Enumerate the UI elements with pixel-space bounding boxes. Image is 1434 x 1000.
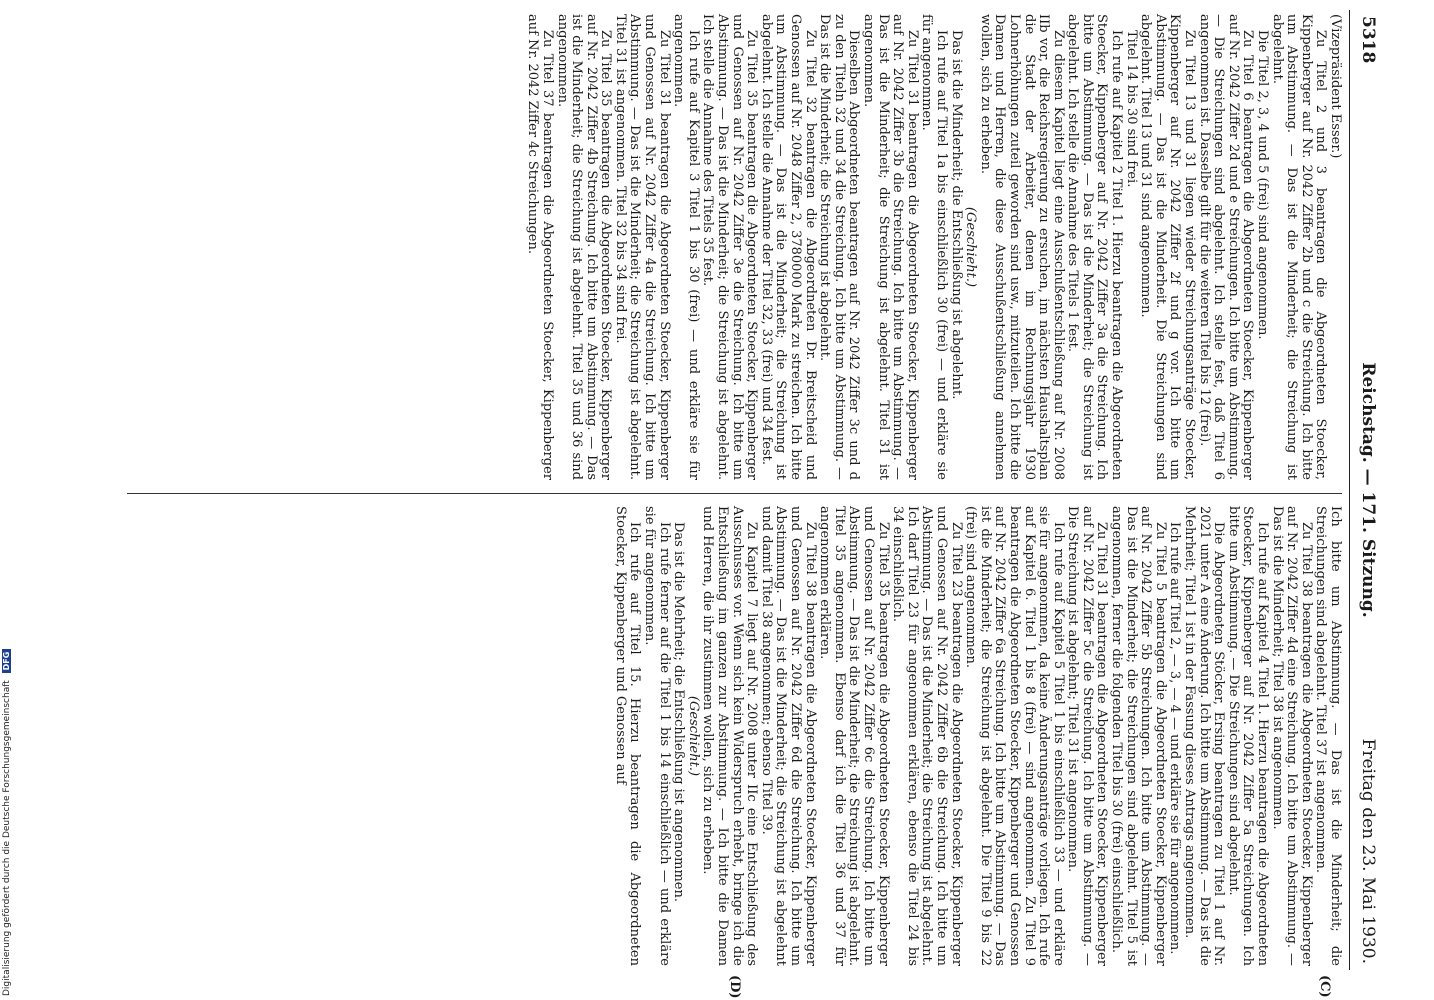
page-title: Reichstag. — 171. Sitzung.	[1358, 362, 1378, 618]
paragraph: Titel 14 bis 30 sind frei.	[1123, 30, 1139, 188]
paragraph: Zu Titel 13 und 31 liegen wieder Streichungsanträge Stoecker, Kippenberger auf Nr. 2042 Ziffer 2f und g vor. Ich bitte um Abstimmung. — Das ist die Minderheit. Die Streichungen sind abgelehnt. Titel 13 und 31 sind angenommen.	[1138, 14, 1198, 480]
paragraph: Das ist die Minderheit; die Entschließung ist abgelehnt.	[948, 30, 964, 400]
paragraph: (Vizepräsident Esser.)	[1328, 14, 1343, 159]
paragraph: Ich rufe auf Kapitel 3 Titel 1 bis 30 (frei) — und erkläre sie für angenommen.	[671, 14, 701, 480]
paragraph: Ich rufe ferner auf die Titel 1 bis 14 einschließlich — und erkläre sie für angenommen.	[642, 506, 672, 966]
paragraph: Zu Titel 23 beantragen die Abgeordneten Stoecker, Kippenberger und Genossen auf Nr. 2042 Ziffer 6b die Streichung. Ich bitte um Abstimmung. — Das ist die Minderheit; die Streichung ist abgelehnt. Ich darf Titel 23 für angenommen erklären, ebenso die Titel 24 bis 34 einschließlich.	[890, 506, 964, 966]
paragraph: Die Abgeordneten Stöcker, Ersing beantragen zu Titel 1 auf Nr. 2021 unter A eine Änderung. Ich bitte um Abstimmung. — Das ist die Mehrheit; Titel 1 ist in der Fassung dieses Antrags angenommen.	[1182, 506, 1227, 966]
footer-text: Digitalisierung gefördert durch die Deutsche Forschungsgemeinschaft	[2, 680, 12, 996]
margin-marker-c: (C)	[1317, 975, 1332, 998]
paragraph: Zu Titel 31 beantragen die Abgeordneten Stoecker, Kippenberger auf Nr. 2042 Ziffer 3b die Streichung. Ich bitte um Abstimmung. — Das ist die Minderheit; die Streichung ist abgelehnt. Titel 31 ist angenommen.	[861, 14, 920, 480]
paragraph: Zu diesem Kapitel liegt eine Ausschußentschließung auf Nr. 2008 IIb vor, die Reichsregierung zu ersuchen, im nächsten Haushaltsplan die Stadt der Arbeiter, denen im Rechnungsjahr 1930 Lohnerhöhungen zuteil geworden sind usw., mitzuteilen. Ich bitte die Damen und Herren, die diese Ausschußentschließung annehmen wollen, sich zu erheben.	[977, 14, 1066, 480]
paragraph: Zu Titel 31 beantragen die Abgeordneten Stoecker, Kippenberger und Genossen auf Nr. 2042 Ziffer 4a die Streichung. Ich bitte um Abstimmung. — Das ist die Minderheit; die Streichung ist abgelehnt. Titel 31 ist angenommen. Titel 32 bis 34 sind frei.	[612, 14, 672, 480]
column-divider	[127, 493, 1342, 494]
paragraph: Zu Titel 31 beantragen die Abgeordneten Stoecker, Kippenberger auf Nr. 2042 Ziffer 5c die Streichung. Ich bitte um Abstimmung. — Die Streichung ist abgelehnt; Titel 31 ist angenommen.	[1065, 506, 1110, 966]
paragraph: Zu Titel 38 beantragen die Abgeordneten Stoecker, Kippenberger und Genossen auf Nr. 2042 Ziffer 6d die Streichung. Ich bitte um Abstimmung. — Das ist die Minderheit; die Streichung ist abgelehnt und damit Titel 38 angenommen; ebenso Titel 39.	[758, 506, 818, 966]
paragraph: Zu Titel 37 beantragen die Abgeordneten Stoecker, Kippenberger auf Nr. 2042 Ziffer 4c Streichungen.	[525, 14, 555, 480]
paragraph: Zu Titel 35 beantragen die Abgeordneten Stoecker, Kippenberger auf Nr. 2042 Ziffer 4b Streichung. Ich bitte um Abstimmung. — Das ist die Minderheit; die Streichung ist abgelehnt. Titel 35 und 36 sind angenommen.	[554, 14, 614, 480]
paragraph: (Geschieht.)	[685, 695, 701, 777]
paragraph: Zu Titel 2 und 3 beantragen die Abgeordneten Stoecker, Kippenberger auf Nr. 2042 Ziffer 2b und c die Streichung. Ich bitte um Abstimmung. — Das ist die Minderheit; die Streichung ist abgelehnt.	[1269, 14, 1329, 480]
dfg-logo: DFG	[2, 649, 11, 674]
margin-marker-d: (D)	[727, 975, 742, 999]
paragraph: Zu Titel 35 beantragen die Abgeordneten Stoecker, Kippenberger und Genossen auf Nr. 2042 Ziffer 3e die Streichung. Ich bitte um Abstimmung. — Das ist die Minderheit; die Streichung ist abgelehnt. Ich stelle die Annahme des Titels 35 fest.	[700, 14, 760, 480]
paragraph: Die Titel 2, 3, 4 und 5 (frei) sind angenommen.	[1255, 30, 1271, 340]
left-column	[127, 14, 1342, 480]
paragraph: Zu Titel 32 beantragen die Abgeordneten Dr. Breitscheid und Genossen auf Nr. 2048 Ziffer 2, 3780000 Mark zu streichen. Ich bitte um Abstimmung. — Das ist die Minderheit; die Streichung ist abgelehnt. Ich stelle die Annahme der Titel 32, 33 (frei) und 34 fest.	[758, 14, 818, 480]
page-header	[1349, 10, 1382, 970]
paragraph: Zu Titel 35 beantragen die Abgeordneten Stoecker, Kippenberger und Genossen auf Nr. 2042 Ziffer 6c die Streichung. Ich bitte um Abstimmung. — Das ist die Minderheit; die Streichung ist abgelehnt. Titel 35 angenommen. Ebenso darf ich die Titel 36 und 37 für angenommen erklären.	[817, 506, 891, 966]
paragraph: Zu Kapitel 7 liegt auf Nr. 2008 unter IIc eine Entschließung des Ausschusses vor. Wenn sich kein Widerspruch erhebt, bringe ich die Entschließung im ganzen zur Abstimmung. — Ich bitte die Damen und Herren, die ihr zustimmen wollen, sich zu erheben.	[700, 506, 760, 966]
paragraph: Das ist die Mehrheit; die Entschließung ist angenommen.	[671, 522, 687, 903]
paragraph: Ich rufe auf Titel 15. Hierzu beantragen die Abgeordneten Stoecker, Kippenberger und Genossen auf	[612, 506, 643, 966]
rotated-page	[122, 10, 1382, 999]
page-number: 5318	[1358, 16, 1378, 64]
paragraph: Zu Titel 38 beantragen die Abgeordneten Stoecker, Kippenberger auf Nr. 2042 Ziffer 4d eine Streichung. Ich bitte um Abstimmung. — Das ist die Minderheit; Titel 38 ist angenommen.	[1269, 506, 1314, 966]
paragraph: Zu Titel 6 beantragen die Abgeordneten Stoecker, Kippenberger auf Nr. 2042 Ziffer 2d und e Streichungen. Ich bitte um Abstimmung. — Die Streichungen sind abgelehnt. Ich stelle fest, daß Titel 6 angenommen ist. Dasselbe gilt für die weiteren Titel bis 12 (frei).	[1196, 14, 1256, 480]
paragraph: Ich rufe auf Kapitel 5 Titel 1 bis einschließlich 33 — und erkläre sie für angenommen, da keine Änderungsanträge vorliegen. Ich rufe auf Kapitel 6. Titel 1 bis 8 (frei) — sind angenommen. Zu Titel 9 beantragen die Abgeordneten Stoecker, Kippenberger und Genossen auf Nr. 2042 Ziffer 6a Streichung. Ich bitte um Abstimmung. — Das ist die Minderheit; die Streichung ist abgelehnt. Die Titel 9 bis 22 (frei) sind angenommen.	[963, 506, 1066, 966]
paragraph: Ich rufe auf Titel 1a bis einschließlich 30 (frei) — und erkläre sie für angenommen.	[919, 14, 949, 480]
paragraph: Zu Titel 5 beantragen die Abgeordneten Stoecker, Kippenberger auf Nr. 2042 Ziffer 5b Streichungen. Ich bitte um Abstimmung. — Das ist die Minderheit; die Streichungen sind abgelehnt. Titel 5 ist angenommen, ferner die folgenden Titel bis 30 (frei) einschließlich.	[1109, 506, 1168, 966]
right-column	[127, 506, 1342, 966]
session-date: Freitag den 23. Mai 1930.	[1358, 738, 1378, 964]
paragraph: Ich bitte um Abstimmung. — Das ist die Minderheit; die Streichungen sind abgelehnt. Titel 37 ist angenommen.	[1313, 506, 1343, 966]
paragraph: Ich rufe auf Kapitel 2 Titel 1. Hierzu beantragen die Abgeordneten Stoecker, Kippenberger auf Nr. 2042 Ziffer 3a die Streichung. Ich bitte um Abstimmung. — Das ist die Minderheit; die Streichung ist abgelehnt. Ich stelle die Annahme des Titels 1 fest.	[1065, 14, 1125, 480]
paragraph: Ich rufe auf Titel 2, — 3, — 4 — und erkläre sie für angenommen.	[1167, 522, 1183, 955]
paragraph: Ich rufe auf Kapitel 4 Titel 1. Hierzu beantragen die Abgeordneten Stoecker, Kippenberger auf Nr. 2042 Ziffer 5a Streichungen. Ich bitte um Abstimmung. — Die Streichungen sind abgelehnt.	[1225, 506, 1271, 966]
paragraph: Dieselben Abgeordneten beantragen auf Nr. 2042 Ziffer 3c und d zu den Titeln 32 und 34 die Streichung. Ich bitte um Abstimmung. — Das ist die Minderheit; die Streichung ist abgelehnt.	[817, 14, 862, 480]
paragraph: (Geschieht.)	[963, 206, 979, 288]
